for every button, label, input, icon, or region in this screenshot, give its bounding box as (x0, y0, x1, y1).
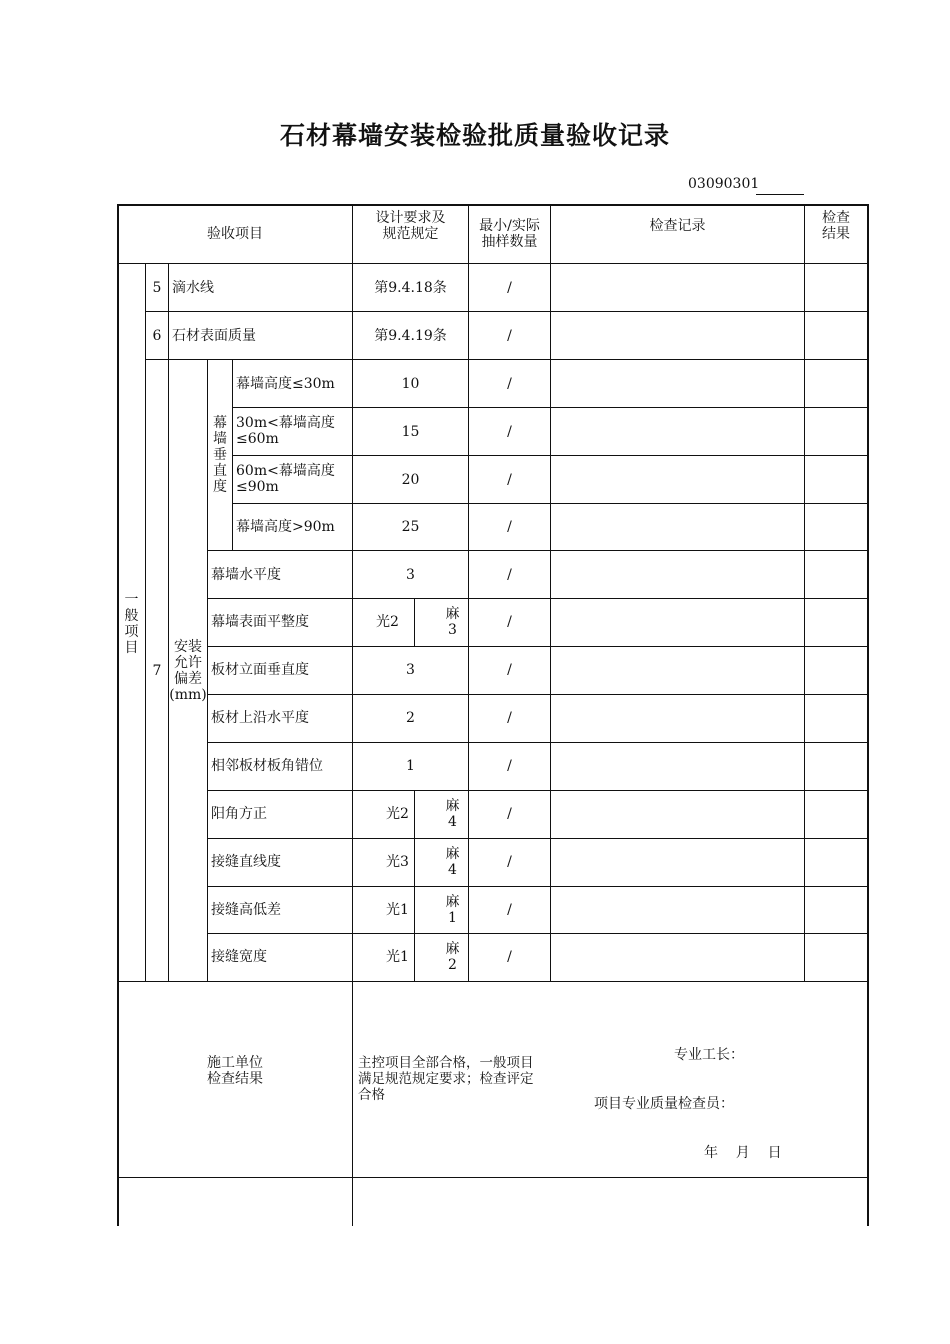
header-sample-2: 抽样数量 (481, 234, 538, 250)
item-2-v2b: 3 (448, 622, 457, 638)
item-7-sample: / (507, 854, 512, 870)
foreman-label: 专业工长： (674, 1047, 744, 1063)
row5-no: 5 (152, 280, 162, 296)
header-design-req-2: 规范规定 (382, 226, 439, 242)
vertical-3-sample: / (507, 472, 512, 488)
item-6-v1: 光2 (386, 806, 409, 822)
rule-i7-bottom (207, 886, 868, 887)
rule-top (117, 204, 869, 206)
item-5-sample: / (507, 758, 512, 774)
rule-row5-bottom (145, 311, 868, 312)
rule-construction-bottom (117, 1177, 869, 1178)
rule-general-bottom (117, 981, 869, 982)
item-3-value: 3 (406, 662, 415, 678)
vertical-2-name-2: ≤60m (236, 431, 279, 447)
row5-req: 第9.4.18条 (374, 280, 447, 296)
item-5-name: 相邻板材板角错位 (211, 758, 323, 774)
item-8-v1: 光1 (386, 902, 409, 918)
vertical-4-name: 幕墙高度>90m (236, 519, 335, 535)
row6-sample: / (507, 328, 512, 344)
vertical-3-name-1: 60m<幕墙高度 (236, 463, 335, 479)
header-result-1: 检查 (822, 210, 850, 226)
item-4-value: 2 (406, 710, 415, 726)
vertical-4-sample: / (507, 519, 512, 535)
item-2-name: 幕墙表面平整度 (211, 614, 309, 630)
item-2-v1: 光2 (376, 614, 399, 630)
rule-i2-bottom (207, 646, 868, 647)
conclusion-line-1: 主控项目全部合格，一般项目 (358, 1055, 534, 1071)
rule-i1-bottom (207, 598, 868, 599)
category-text: 一般项目 (124, 592, 139, 656)
vertical-3-name-2: ≤90m (236, 479, 279, 495)
vertical-2-sample: / (507, 424, 512, 440)
header-item: 验收项目 (207, 226, 263, 242)
header-design-req-1: 设计要求及 (375, 210, 446, 226)
item-3-sample: / (507, 662, 512, 678)
conclusion-line-3: 合格 (358, 1087, 385, 1103)
row6-req: 第9.4.19条 (374, 328, 447, 344)
item-7-v2a: 麻 (445, 846, 460, 862)
item-8-name: 接缝高低差 (211, 902, 281, 918)
header-record: 检查记录 (649, 218, 706, 234)
conclusion-line-2: 满足规范规定要求；检查评定 (358, 1071, 534, 1087)
page-title: 石材幕墙安装检验批质量验收记录 (279, 121, 670, 150)
vertical-1-value: 10 (401, 376, 420, 392)
date-label: 年 月 日 (704, 1145, 782, 1161)
item-4-sample: / (507, 710, 512, 726)
item-7-name: 接缝直线度 (211, 854, 281, 870)
item-8-sample: / (507, 902, 512, 918)
item-1-sample: / (507, 567, 512, 583)
group7-no: 7 (152, 663, 162, 679)
category-label (119, 592, 144, 656)
group7-label-3: 偏差 (174, 671, 202, 687)
item-6-name: 阳角方正 (211, 806, 267, 822)
group7-label-4: (mm) (169, 687, 207, 703)
item-2-sample: / (507, 614, 512, 630)
vertical-2-name-1: 30m<幕墙高度 (236, 415, 335, 431)
row6-no: 6 (152, 328, 162, 344)
inspector-label: 项目专业质量检查员： (594, 1096, 734, 1112)
item-7-v1: 光3 (386, 854, 409, 870)
item-9-name: 接缝宽度 (211, 949, 267, 965)
rule-record-col (550, 204, 551, 981)
rule-no-col (168, 263, 169, 359)
vertical-2-value: 15 (401, 424, 420, 440)
header-result-2: 结果 (822, 226, 850, 242)
header-sample-1: 最小/实际 (479, 218, 540, 234)
item-7-v2b: 4 (448, 862, 457, 878)
vertical-3-value: 20 (401, 472, 420, 488)
rule-right (867, 204, 869, 1226)
item-3-name: 板材立面垂直度 (211, 662, 309, 678)
item-8-v2a: 麻 (445, 894, 460, 910)
item-1-value: 3 (406, 567, 415, 583)
group7-label-1: 安装 (174, 639, 202, 655)
vertical-1-name: 幕墙高度≤30m (236, 376, 335, 392)
item-8-v2b: 1 (448, 910, 457, 926)
rule-v4-bottom (207, 550, 868, 551)
rule-i4-bottom (207, 742, 868, 743)
vertical-4-value: 25 (401, 519, 420, 535)
group7-label-2: 允许 (174, 655, 202, 671)
item-4-name: 板材上沿水平度 (211, 710, 309, 726)
vertical-1-sample: / (507, 376, 512, 392)
item-9-v2a: 麻 (445, 941, 460, 957)
row6-name: 石材表面质量 (172, 328, 256, 344)
row5-sample: / (507, 280, 512, 296)
item-9-sample: / (507, 949, 512, 965)
form-code-underline (756, 194, 804, 195)
item-6-v2b: 4 (448, 814, 457, 830)
rule-i8-bottom (207, 933, 868, 934)
item-5-value: 1 (406, 758, 415, 774)
item-9-v1: 光1 (386, 949, 409, 965)
rule-result-col (804, 204, 805, 981)
rule-i3-bottom (207, 694, 868, 695)
rule-header-bottom (117, 263, 869, 264)
item-9-v2b: 2 (448, 957, 457, 973)
vertical-label-text: 幕墙垂直度 (213, 415, 227, 495)
form-code: 03090301 (688, 176, 760, 192)
construction-label-2: 检查结果 (207, 1071, 263, 1087)
rule-vert-col (232, 359, 233, 550)
construction-label-1: 施工单位 (207, 1055, 263, 1071)
rule-i6-bottom (207, 838, 868, 839)
row5-name: 滴水线 (172, 280, 214, 296)
item-6-v2a: 麻 (445, 798, 460, 814)
item-6-sample: / (507, 806, 512, 822)
rule-i5-bottom (207, 790, 868, 791)
rule-row6-bottom (145, 359, 868, 360)
item-2-v2a: 麻 (445, 606, 460, 622)
item-1-name: 幕墙水平度 (211, 567, 281, 583)
rule-cat-col (145, 263, 146, 981)
vertical-label (208, 415, 232, 495)
